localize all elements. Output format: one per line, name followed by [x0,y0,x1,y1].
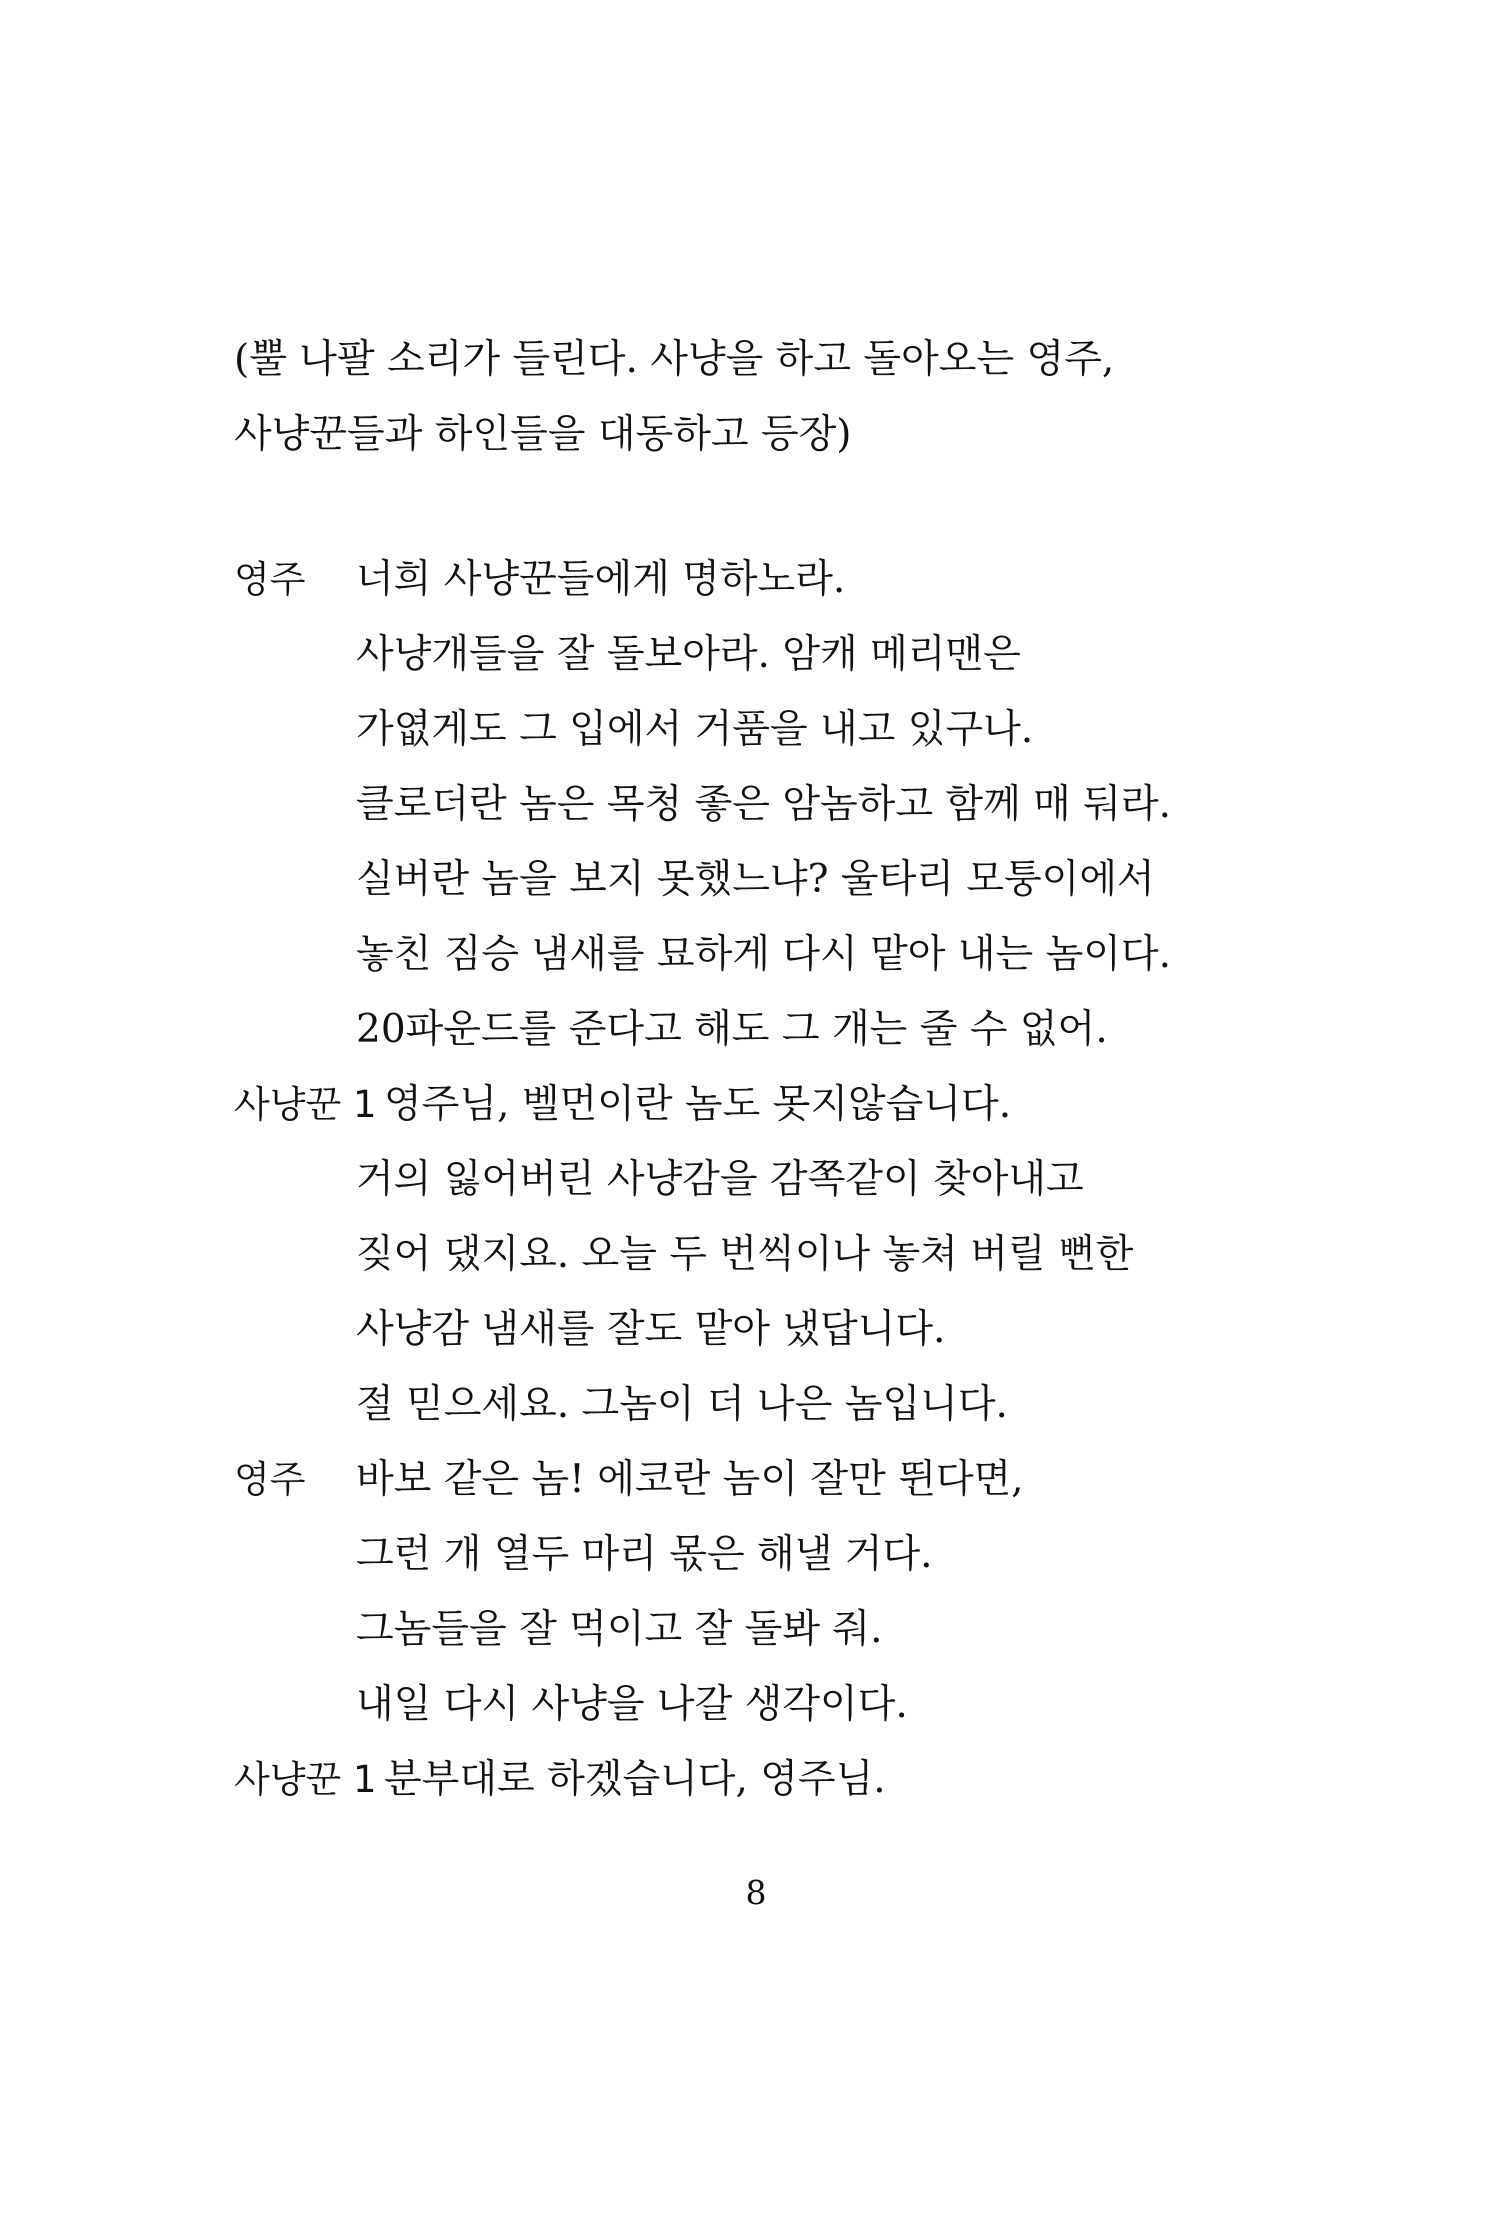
speech-lines [234,1742,1394,1817]
speech-line: 사냥개들을 잘 돌보아라. 암캐 메리맨은 [356,632,1021,677]
speech-line: 그런 개 열두 마리 몫은 해낼 거다. [356,1532,933,1577]
speech-line: 영주님, 벨먼이란 놈도 못지않습니다. [384,1082,1012,1127]
speech-line: 20파운드를 준다고 해도 그 개는 줄 수 없어. [356,1007,1108,1052]
speaker-name: 영주 [234,1458,306,1501]
speech-lines [234,1067,1394,1442]
speech-line: 가엾게도 그 입에서 거품을 내고 있구나. [356,707,1034,752]
speech-lines [234,1442,1394,1742]
speech-line: 거의 잃어버린 사냥감을 감쪽같이 찾아내고 [356,1157,1084,1202]
speech-line: 실버란 놈을 보지 못했느냐? 울타리 모퉁이에서 [356,857,1155,902]
speech-line: 절 믿으세요. 그놈이 더 나은 놈입니다. [356,1382,1008,1427]
speech-lines [234,542,1394,1067]
speech-line: 내일 다시 사냥을 나갈 생각이다. [356,1682,908,1727]
speech-line: 놓친 짐승 냄새를 묘하게 다시 맡아 내는 놈이다. [356,932,1171,977]
speech-block [234,1442,1394,1742]
speaker-name: 영주 [234,558,306,601]
stage-direction [234,322,1394,472]
stage-direction-line: 사냥꾼들과 하인들을 대동하고 등장) [234,412,852,457]
speech-line: 클로더란 놈은 목청 좋은 암놈하고 함께 매 둬라. [356,782,1171,827]
page-number: 8 [745,1873,767,1912]
speech-line: 짖어 댔지요. 오늘 두 번씩이나 놓쳐 버릴 뻔한 [356,1232,1134,1277]
speech-line: 분부대로 하겠습니다, 영주님. [384,1757,886,1802]
speech-block [234,542,1394,1067]
speech-line: 너희 사냥꾼들에게 명하노라. [356,557,846,602]
dialogue [234,542,1394,1817]
speech-block [234,1742,1394,1817]
speaker-name: 사냥꾼 1 [234,1758,377,1801]
speaker-name: 사냥꾼 1 [234,1083,377,1126]
speech-line: 그놈들을 잘 먹이고 잘 돌봐 줘. [356,1607,883,1652]
speech-block [234,1067,1394,1442]
speech-line: 바보 같은 놈! 에코란 놈이 잘만 뛴다면, [356,1457,1024,1502]
speech-line: 사냥감 냄새를 잘도 맡아 냈답니다. [356,1307,946,1352]
stage-direction-line: (뿔 나팔 소리가 들린다. 사냥을 하고 돌아오는 영주, [234,337,1115,382]
